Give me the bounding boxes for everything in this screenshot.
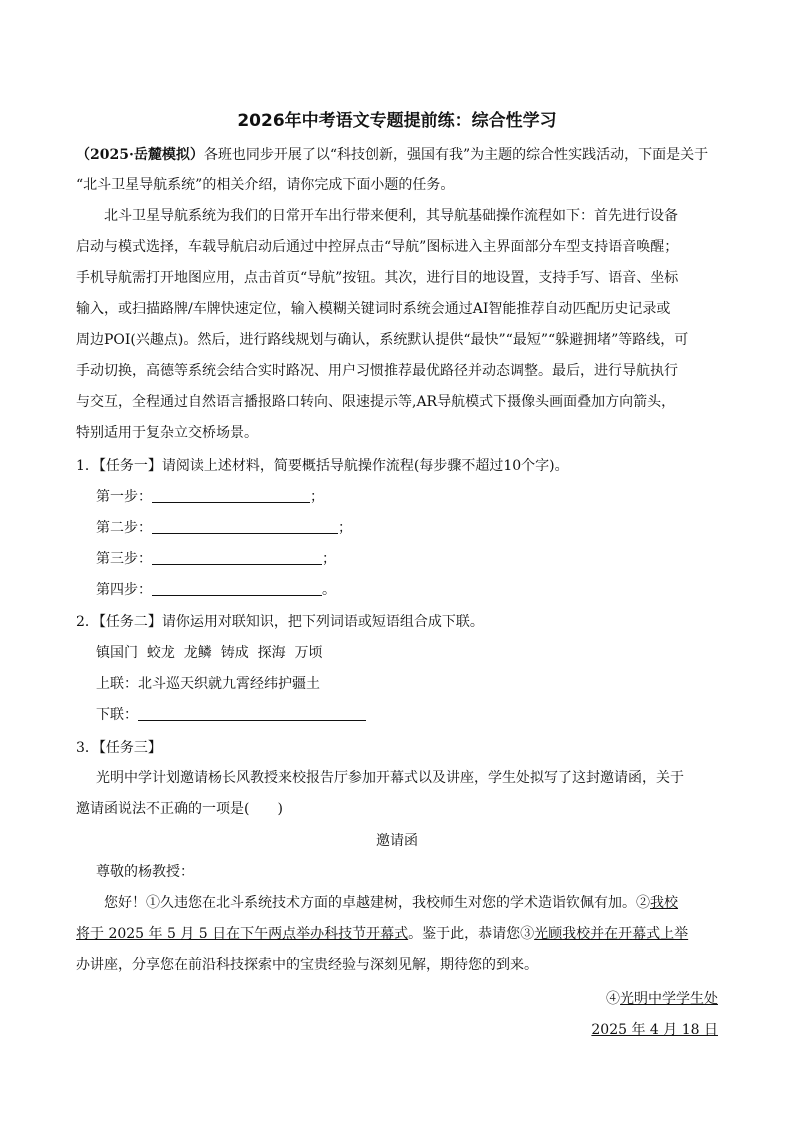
task2-upper-couplet: 上联：北斗巡天织就九霄经纬护疆土 — [96, 676, 320, 692]
marker-4: ④ — [606, 991, 620, 1007]
task2-words: 镇国门 蛟龙 龙鳞 铸成 探海 万顷 — [96, 645, 323, 661]
task2-prompt: 2．【任务二】请你运用对联知识，把下列词语或短语组合成下联。 — [76, 614, 484, 630]
marker-2: ② — [636, 895, 650, 911]
task1-step-4: 第四步： 。 — [96, 582, 336, 598]
letter-body-line-1: 您好！①久违您在北斗系统技术方面的卓越建树，我校师生对您的学术造诣钦佩有加。②我校 — [104, 895, 678, 911]
passage-line: 手机导航需打开地图应用，点击首页“导航”按钮。其次，进行目的地设置，支持手写、语音、坐标 — [76, 270, 679, 286]
answer-blank[interactable] — [138, 706, 366, 721]
task2-lower-couplet: 下联： — [96, 705, 741, 725]
letter-date: 2025 年 4 月 18 日 — [591, 1022, 718, 1038]
task3-question-line-1: 光明中学计划邀请杨长风教授来校报告厅参加开幕式以及讲座，学生处拟写了这封邀请函，关于 — [96, 770, 684, 786]
task1-step-2: 第二步： ； — [96, 520, 352, 536]
task1-step-3: 第三步： ； — [96, 551, 336, 567]
passage-line: 启动与模式选择，车载导航启动后通过中控屏点击“导航”图标进入主界面部分车型支持语音唤醒； — [76, 239, 679, 255]
task3-question-line-2: 邀请函说法不正确的一项是( ) — [76, 801, 283, 817]
letter-body-line-3: 办讲座，分享您在前沿科技探索中的宝贵经验与深刻见解，期待您的到来。 — [76, 957, 538, 973]
passage-line: 输入，或扫描路牌/车牌快速定位，输入模糊关键词时系统会通过AI智能推荐自动匹配历史记录或 — [76, 301, 671, 317]
passage-line: 与交互，全程通过自然语言播报路口转向、限速提示等,AR导航模式下摄像头画面叠加方向箭头， — [76, 394, 676, 410]
passage-line: 特别适用于复杂立交桥场景。 — [76, 425, 258, 441]
passage-line: 北斗卫星导航系统为我们的日常开车出行带来便利，其导航基础操作流程如下：首先进行设备 — [104, 208, 678, 224]
letter-salutation: 尊敬的杨教授： — [96, 864, 194, 880]
task3-prompt: 3．【任务三】 — [76, 740, 162, 756]
passage-line: 手动切换，高德等系统会结合实时路况、用户习惯推荐最优路径并动态调整。最后，进行导航执行 — [76, 363, 678, 379]
source-tag: （2025·岳麓模拟） — [76, 147, 204, 163]
intro-line-2: “北斗卫星导航系统”的相关介绍，请你完成下面小题的任务。 — [76, 177, 455, 193]
task1-prompt: 1．【任务一】请阅读上述材料，简要概括导航操作流程(每步骤不超过10个字)。 — [76, 458, 569, 474]
page-title: 2026年中考语文专题提前练：综合性学习 — [237, 111, 557, 131]
letter-body-line-2: 将于 2025 年 5 月 5 日在下午两点举办科技节开幕式。鉴于此，恭请您③光顾我校并在开幕式上举 — [76, 926, 689, 942]
answer-blank[interactable] — [152, 519, 338, 534]
marker-3: ③ — [520, 926, 535, 942]
answer-blank[interactable] — [152, 550, 322, 565]
letter-signature: ④光明中学学生处 — [606, 991, 718, 1007]
answer-blank[interactable] — [152, 581, 322, 596]
letter-title: 邀请函 — [376, 833, 418, 849]
task1-step-1: 第一步： ； — [96, 489, 324, 505]
answer-blank[interactable] — [152, 488, 310, 503]
marker-1: ① — [146, 895, 160, 911]
intro-line-1: （2025·岳麓模拟）各班也同步开展了以“科技创新，强国有我”为主题的综合性实践活动，下面是关于 — [76, 147, 709, 163]
passage-line: 周边POI(兴趣点)。然后，进行路线规划与确认，系统默认提供“最快”“最短”“躲避拥堵”等路线，可 — [76, 332, 689, 348]
